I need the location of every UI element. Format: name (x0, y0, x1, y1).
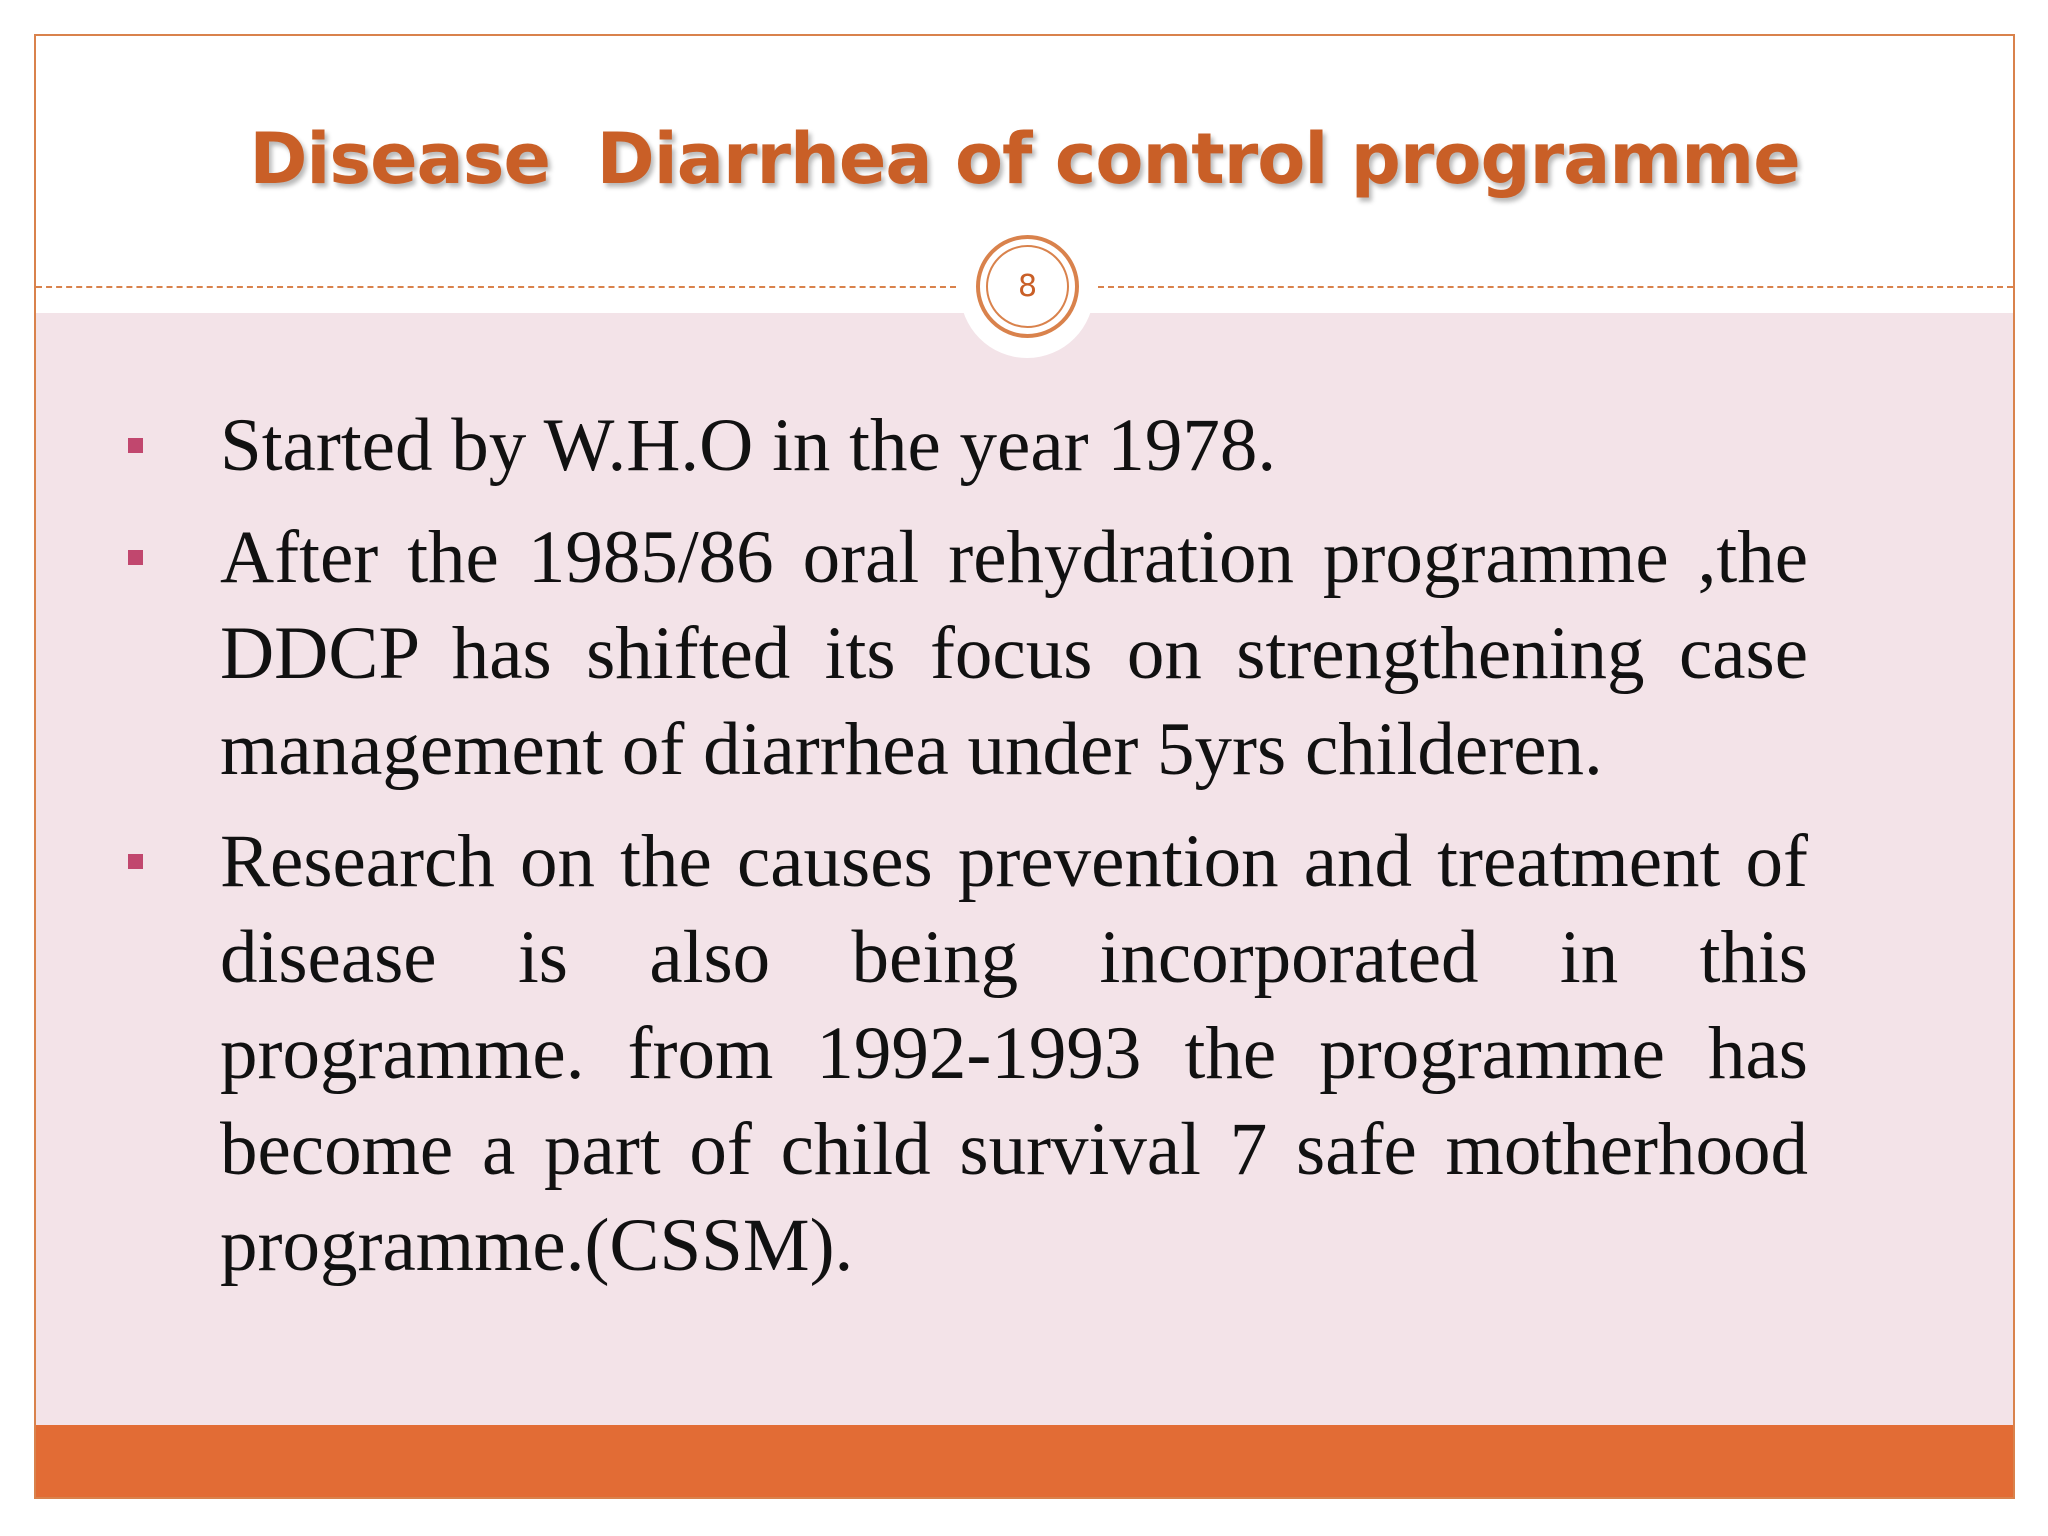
square-bullet-icon (128, 438, 143, 453)
title-divider-right (1098, 286, 2013, 288)
page-number: 8 (986, 245, 1069, 328)
bullet-text: After the 1985/86 oral rehydration programme ,the DDCP has shifted its focus on strengthening case management of diarrhea under 5yrs childeren. (220, 516, 1808, 791)
square-bullet-icon (128, 550, 143, 565)
bullet-item (128, 814, 1808, 1294)
bullet-text: Research on the causes prevention and treatment of disease is also being incorporated in this programme. from 1992-1993 the programme has become a part of child survival 7 safe motherhood programme.(CSSM). (220, 820, 1808, 1287)
square-bullet-icon (128, 854, 143, 869)
footer-bar (36, 1425, 2013, 1497)
slide-title: Disease Diarrhea of control programme (249, 118, 1800, 200)
bullet-list (128, 398, 1808, 1310)
bullet-item (128, 398, 1808, 494)
bullet-item (128, 510, 1808, 798)
title-divider-left (36, 286, 956, 288)
bullet-text: Started by W.H.O in the year 1978. (220, 404, 1277, 487)
slide (34, 34, 2015, 1499)
page-number-badge (976, 235, 1079, 338)
